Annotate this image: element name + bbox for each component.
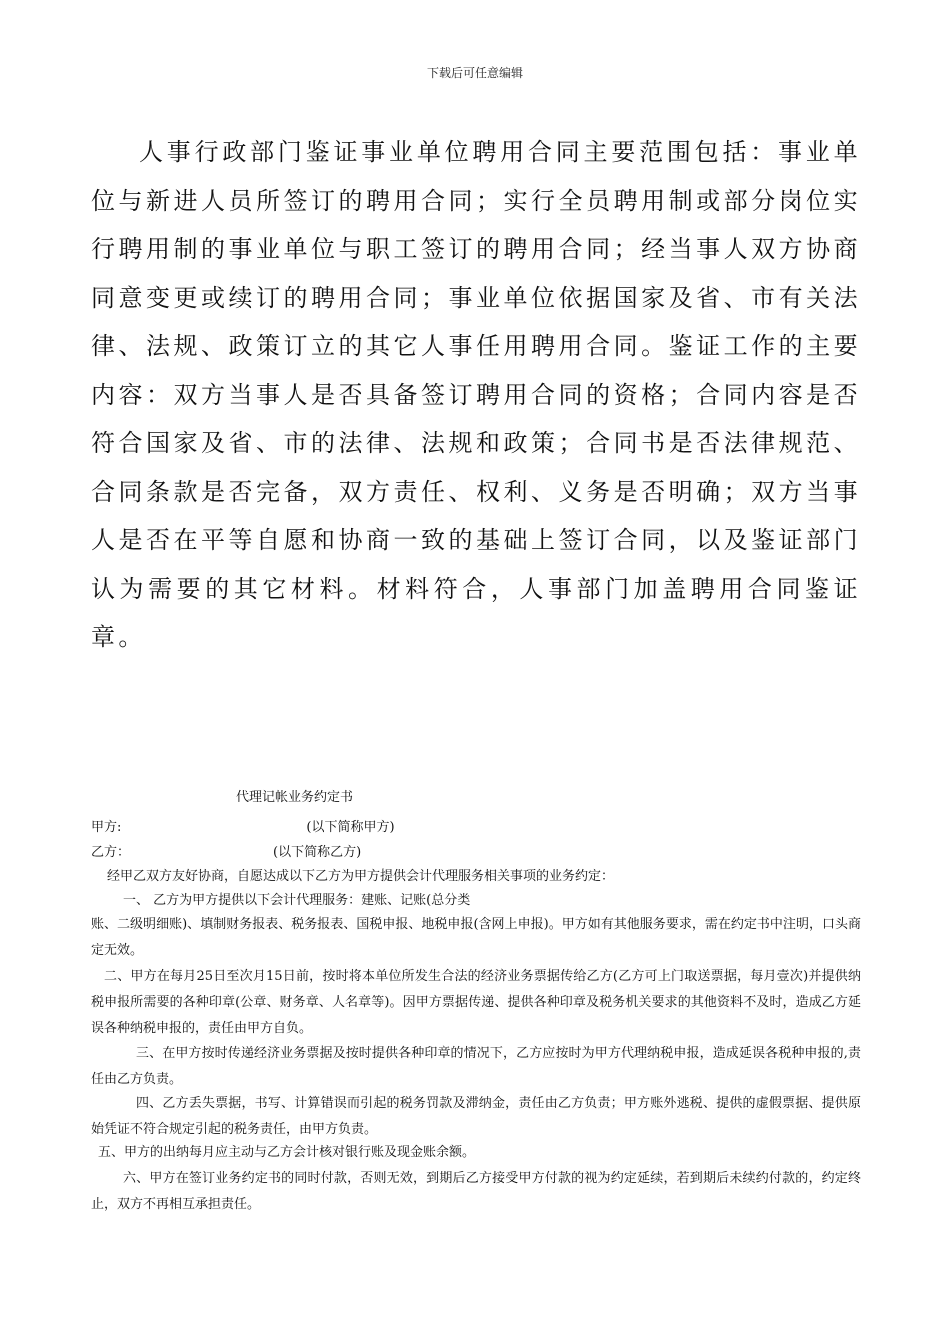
party-b-note: (以下简称乙方) xyxy=(273,845,362,860)
clause-4: 四、乙方丢失票据，书写、计算错误而引起的税务罚款及滞纳金，责任由乙方负责；甲方账外逃税、提供的虚假票据、提供原始凭证不符合规定引起的税务责任，由甲方负责。 xyxy=(91,1096,861,1137)
party-b-line xyxy=(91,840,861,866)
main-paragraph: 人事行政部门鉴证事业单位聘用合同主要范围包括：事业单位与新进人员所签订的聘用合同；实行全员聘用制或部分岗位实行聘用制的事业单位与职工签订的聘用合同；经当事人双方协商同意变更或续订的聘用合同；事业单位依据国家及省、市有关法律、法规、政策订立的其它人事任用聘用合同。鉴证工作的主要内容：双方当事人是否具备签订聘用合同的资格；合同内容是否符合国家及省、市的法律、法规和政策；合同书是否法律规范、合同条款是否完备，双方责任、权利、义务是否明确；双方当事人是否在平等自愿和协商一致的基础上签订合同，以及鉴证部门认为需要的其它材料。材料符合，人事部门加盖聘用合同鉴证章。 xyxy=(91,138,861,651)
party-a-line xyxy=(91,815,861,841)
party-b-label: 乙方： xyxy=(91,845,131,860)
clause-6: 六、甲方在签订业务约定书的同时付款，否则无效，到期后乙方接受甲方付款的视为约定延续，若到期后未续约付款的，约定终止，双方不再相互承担责任。 xyxy=(91,1171,861,1212)
header-note: 下载后可任意编辑 xyxy=(426,66,523,80)
clause-1-first-line: 一、 乙方为甲方提供以下会计代理服务：建账、记账(总分类 xyxy=(123,893,471,908)
contract-intro: 经甲乙双方友好协商，自愿达成以下乙方为甲方提供会计代理服务相关事项的业务约定： xyxy=(107,869,615,884)
clause-1-rest: 账、二级明细账)、填制财务报表、税务报表、国税申报、地税申报(含网上申报)。甲方如有其他服务要求，需在约定书中注明，口头商定无效。 xyxy=(91,917,861,958)
party-a-note: (以下简称甲方) xyxy=(306,820,395,835)
party-a-label: 甲方: xyxy=(91,820,122,835)
contract-title: 代理记帐业务约定书 xyxy=(236,790,354,805)
clause-5: 五、甲方的出纳每月应主动与乙方会计核对银行账及现金账余额。 xyxy=(98,1145,476,1160)
clause-3: 三、在甲方按时传递经济业务票据及按时提供各种印章的情况下，乙方应按时为甲方代理纳税申报，造成延误各税种申报的,责任由乙方负责。 xyxy=(91,1046,861,1087)
clause-2: 二、甲方在每月25日至次月15日前，按时将本单位所发生合法的经济业务票据传给乙方(乙方可上门取送票据，每月壹次)并提供纳税申报所需要的各种印章(公章、财务章、人名章等)。因甲方票据传递、提供各种印章及税务机关要求的其他资料不及时，造成乙方延误各种纳税申报的，责任由甲方自负。 xyxy=(91,969,861,1036)
